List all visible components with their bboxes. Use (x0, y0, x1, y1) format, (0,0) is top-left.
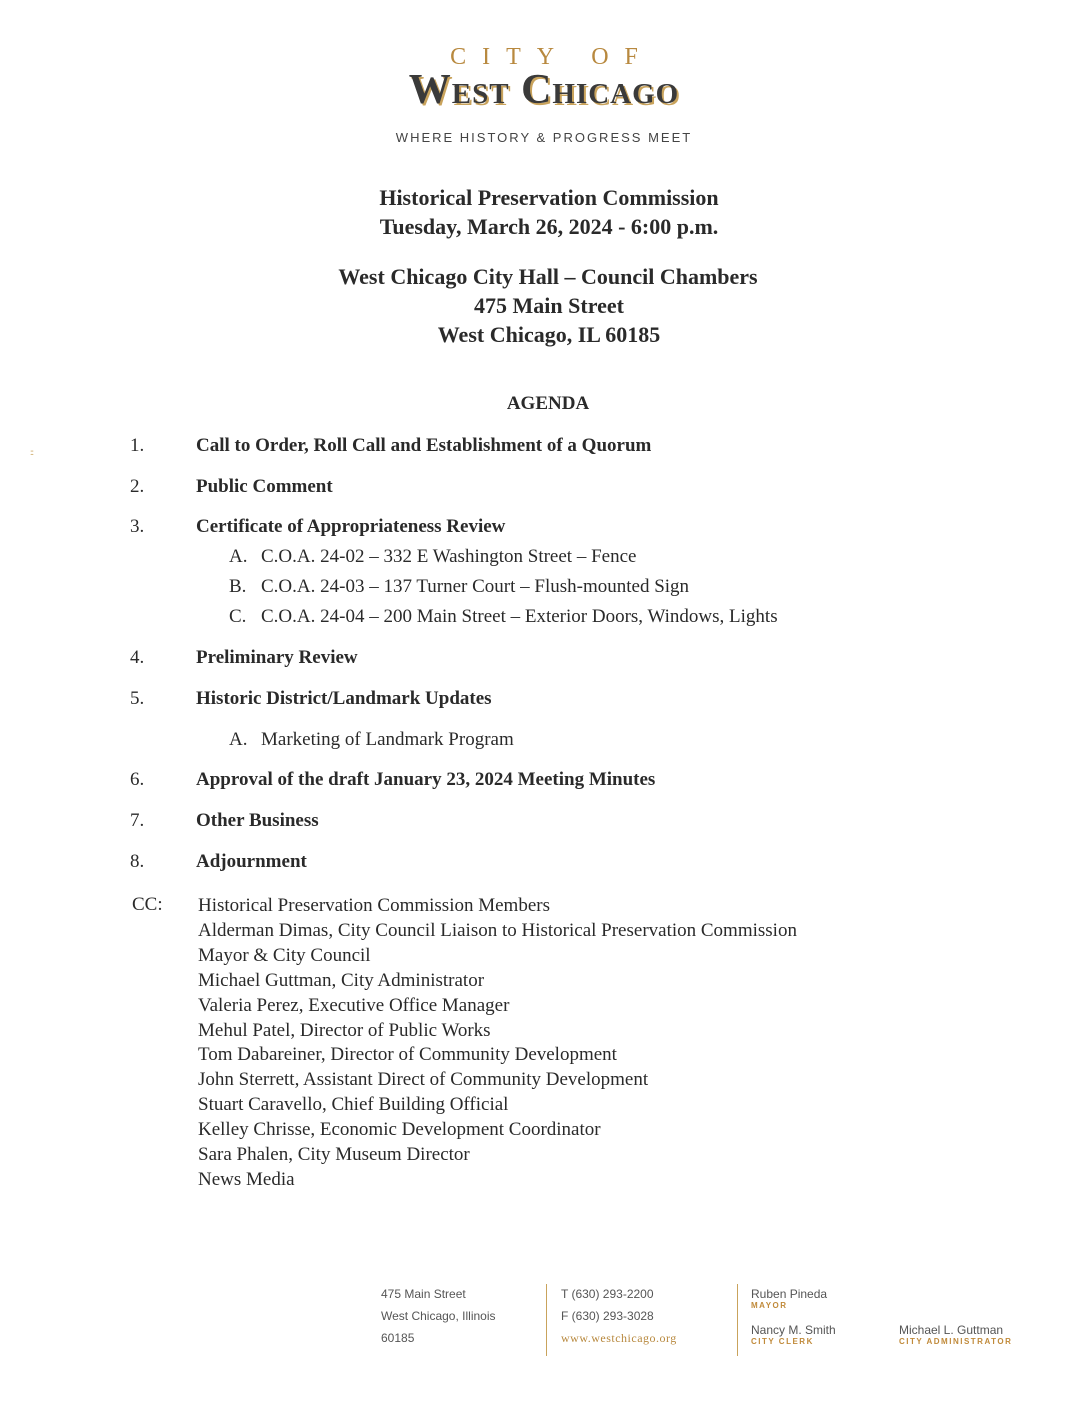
cc-recipient: Michael Guttman, City Administrator (198, 969, 485, 991)
clerk-role: CITY CLERK (751, 1337, 814, 1346)
cc-recipient: Kelley Chrisse, Economic Development Coordinator (198, 1119, 601, 1141)
footer-website-link[interactable]: www.westchicago.org (561, 1331, 677, 1345)
cc-recipient: Sara Phalen, City Museum Director (198, 1144, 470, 1166)
cc-recipient: Mehul Patel, Director of Public Works (198, 1019, 491, 1041)
cc-recipient-list (198, 894, 797, 1193)
agenda-item-title: Approval of the draft January 23, 2024 Meeting Minutes (196, 769, 656, 790)
footer-address-line: 475 Main Street (381, 1287, 466, 1301)
administrator-role: CITY ADMINISTRATOR (899, 1337, 1013, 1346)
agenda-item-number: 5. (130, 688, 145, 709)
logo-wordmark: West Chicago (408, 67, 680, 113)
agenda-item-title: Preliminary Review (196, 647, 358, 668)
footer-divider (737, 1284, 738, 1356)
agenda-item-title: Certificate of Appropriateness Review (196, 516, 506, 537)
footer-contact (561, 1283, 677, 1349)
agenda-item-number: 3. (130, 516, 145, 537)
administrator-name: Michael L. Guttman (899, 1323, 1004, 1337)
footer-address (381, 1283, 496, 1349)
margin-mark-icon: :: (30, 447, 34, 457)
agenda-subitem-letter: C. (229, 606, 247, 627)
agenda-item-number: 6. (130, 769, 145, 790)
agenda-item-title: Historic District/Landmark Updates (196, 688, 492, 709)
cc-recipient: Valeria Perez, Executive Office Manager (198, 994, 510, 1016)
agenda-subitem-letter: B. (229, 576, 247, 597)
agenda-item-title: Adjournment (196, 851, 307, 872)
meeting-city: West Chicago, IL 60185 (437, 322, 661, 347)
logo-city-of: CITY OF (450, 44, 654, 70)
agenda-subitem-letter: A. (229, 546, 248, 567)
cc-recipient: John Sterrett, Assistant Direct of Community Development (198, 1069, 649, 1091)
cc-recipient: Historical Preservation Commission Members (198, 895, 550, 916)
logo-tagline: WHERE HISTORY & PROGRESS MEET (395, 130, 693, 145)
agenda-item-title: Public Comment (196, 476, 333, 497)
cc-recipient: Mayor & City Council (198, 944, 371, 966)
meeting-datetime: Tuesday, March 26, 2024 - 6:00 p.m. (379, 214, 719, 239)
footer-clerk (751, 1323, 836, 1346)
agenda-subitem-text: C.O.A. 24-02 – 332 E Washington Street – Fence (261, 546, 637, 567)
meeting-street: 475 Main Street (474, 293, 624, 318)
agenda-item-number: 1. (130, 435, 145, 456)
meeting-venue: West Chicago City Hall – Council Chambers (338, 264, 758, 289)
footer-divider (546, 1284, 547, 1356)
clerk-name: Nancy M. Smith (751, 1323, 836, 1337)
agenda-item-title: Call to Order, Roll Call and Establishment of a Quorum (196, 435, 652, 456)
footer-address-line: West Chicago, Illinois (381, 1309, 496, 1323)
agenda-item-number: 4. (130, 647, 145, 668)
agenda-heading: AGENDA (506, 393, 590, 414)
agenda-subitem-text: Marketing of Landmark Program (261, 729, 514, 750)
agenda-item-number: 8. (130, 851, 145, 872)
cc-recipient: Tom Dabareiner, Director of Community Development (198, 1044, 617, 1066)
footer-address-line: 60185 (381, 1331, 415, 1345)
agenda-item-number: 7. (130, 810, 145, 831)
footer-phone: T (630) 293-2200 (561, 1287, 654, 1301)
cc-recipient: News Media (198, 1168, 295, 1190)
agenda-item-number: 2. (130, 476, 145, 497)
agenda-subitem-letter: A. (229, 729, 248, 750)
mayor-name: Ruben Pineda (751, 1287, 828, 1301)
agenda-subitem-text: C.O.A. 24-04 – 200 Main Street – Exterior Doors, Windows, Lights (261, 606, 778, 627)
agenda-item-title: Other Business (196, 810, 319, 831)
mayor-role: MAYOR (751, 1301, 788, 1310)
cc-label: CC: (132, 894, 163, 915)
footer-administrator (899, 1323, 1012, 1346)
meeting-title: Historical Preservation Commission (379, 185, 719, 210)
footer-fax: F (630) 293-3028 (561, 1309, 654, 1323)
agenda-subitem-text: C.O.A. 24-03 – 137 Turner Court – Flush-mounted Sign (261, 576, 690, 597)
footer-mayor (751, 1287, 827, 1310)
cc-recipient: Alderman Dimas, City Council Liaison to Historical Preservation Commission (198, 919, 797, 941)
cc-recipient: Stuart Caravello, Chief Building Official (198, 1094, 509, 1116)
